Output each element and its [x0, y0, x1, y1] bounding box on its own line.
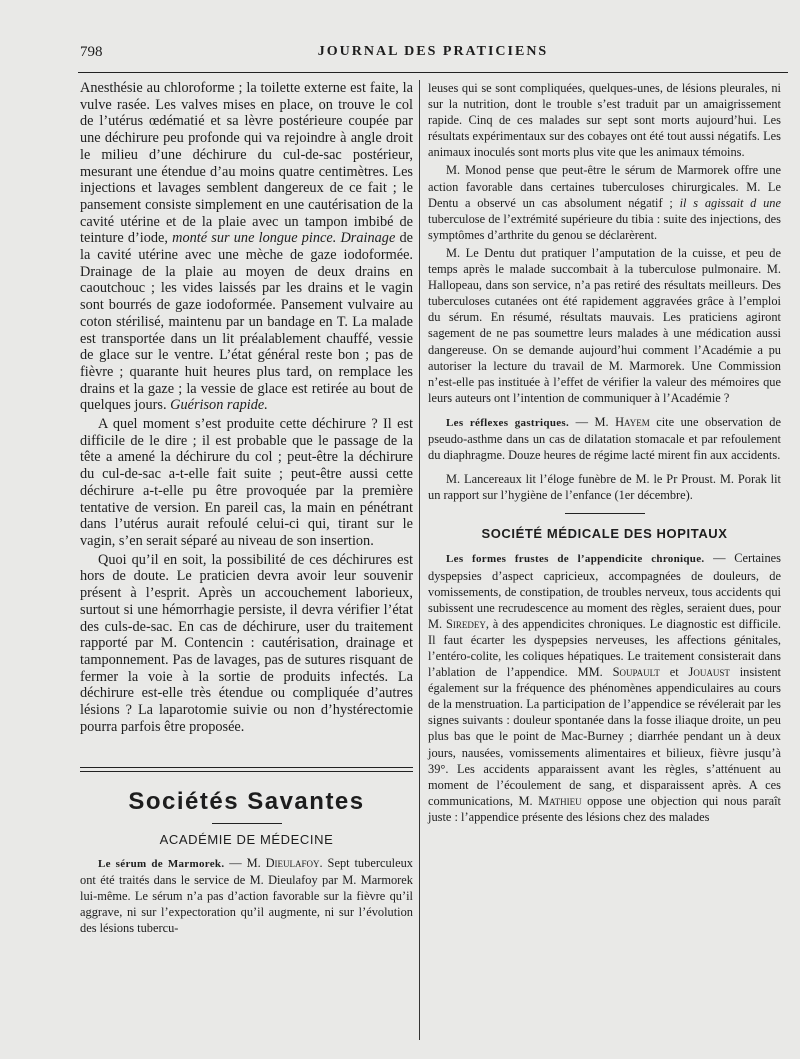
text-run: cite une observation de pseudo-asthme dans un cas de dilatation stomacale et par refoulement du diaphragme. Douze heures de régime lacté mirent fin aux accidents.: [428, 414, 781, 463]
right-paragraph-2: [428, 162, 781, 242]
column-divider: [419, 80, 420, 1040]
italic-run: monté sur une longue pince.: [172, 230, 337, 247]
right-column: [428, 80, 781, 825]
header-rule: [78, 72, 788, 73]
author-name: Hayem: [615, 414, 650, 429]
author-name: Mathieu: [538, 793, 582, 808]
text-run: insistent également sur la fréquence des phénomènes appendiculaires au cours de la menstruation. La participation de l’appendice se révélerait par les signes suivants : douleur spontanée dans la fosse iliaque droite, un peu plus bas que le point de Mac-Burney ; diarrhée pendant un à deux jours, nausées, vomissements alimentaires et bilieux, fièvre jusqu’à 39°. Les accidents apparaissent avant les règles, s’atténuent au moment de l’écoulement de sang, et disparaissent après. A ces communications, M.: [428, 665, 782, 808]
author-name: Soupault: [612, 665, 660, 680]
author-name: Jouaust: [688, 665, 730, 680]
text-run: tuberculose de l’extrémité supérieure du tibia : suite des injections, des symptômes d’arthrite du genou se déclarèrent.: [428, 211, 781, 242]
text-run: — Certaines dyspepsies d’aspect capricieux, accompagnées de douleurs, de vomissements, de constipation, de troubles nerveux, tous accidents qui subissent une recrudescence au moment des règles, seraient dues, pour M.: [428, 551, 781, 631]
italic-run: il s agissait d une: [679, 195, 781, 210]
reflexes-paragraph: [428, 414, 781, 463]
text-run: — M.: [569, 414, 616, 429]
page-header: [80, 44, 786, 68]
text-run: à des appendicites chroniques. Le diagnostic est difficile. Il faut écarter les dyspepsies nerveuses, les affections génitales, l’entéro-colite, les coliques hépatiques. Le traitement consisterait dans l’ablation de l’appendice. MM.: [428, 616, 781, 680]
italic-run: Guérison rapide.: [170, 397, 268, 414]
text-run: de la cavité utérine avec une mèche de gaze iodoformée. Drainage de la plaie au moyen de deux drains en caoutchouc ; les vides laissés par les drains et le vagin sont bourrés de gaze iodoformée. Pansement vulvaire au coton stérilisé, maintenu par un bandage en T. La malade est transportée dans un lit préalablement chauffé, vessie de glace sur le ventre. L’état général reste bon ; pas de fièvre ; quarante huit heures plus tard, on remplace les drains et la gaze ; la vessie de glace est retirée au bout de quelques jours.: [80, 230, 413, 414]
left-paragraph-1: [80, 80, 413, 414]
text-run: oppose une objection qui nous paraît juste : l’appendice présente des lésions chez des malades: [428, 793, 782, 824]
author-name: Siredey,: [445, 616, 489, 631]
section-short-rule: [565, 513, 645, 514]
text-run: Anesthésie au chloroforme ; la toilette externe est faite, la vulve rasée. Les valves mises en place, on trouve le col de l’utérus œdématié et sa lèvre postérieure coupée par une déchirure peu profonde qui va rejoindre à angle droit le milieu d’une déchirure du cul-de-sac postérieur, mesurant une étendue d’au moins quatre centimètres. Les injections et lavages semblent dangereux de ce fait ; le pansement consiste simplement en une cautérisation de la cavité utérine et de la plaie avec un tampon imbibé de teinture d’iode,: [80, 80, 413, 247]
left-paragraph-3: Quoi qu’il en soit, la possibilité de ces déchirures est hors de doute. Le praticien devra avoir leur souvenir présent à l’esprit. Après un accouchement laborieux, surtout si une hémorrhagie persiste, il devra vérifier l’état des culs-de-sac. En cas de déchirure, user du traitement rapporté par M. Contencin : cautérisation, drainage et tamponnement. Pas de lavages, pas de sutures risquant de fermer la voie à la sortie de produits infectés. La déchirure est-elle très étendue ou compliquée d’autres lésions ? La laparotomie suivie ou non d’hystérectomie pourra parfois être proposée.: [80, 551, 413, 735]
section-title: SOCIÉTÉ MÉDICALE DES HOPITAUX: [481, 526, 728, 542]
text-run: — M.: [224, 855, 266, 870]
left-paragraph-2: A quel moment s’est produite cette déchirure ? Il est difficile de le dire ; il est probable que le passage de la tête a amené la déchirure du col ; peut-être la déchirure du cul-de-sac a-t-elle fait suite ; peut-être aussi cette déchirure a-t-elle pu être provoquée par la première tentative de version. En pareil cas, la main en pénétrant dans l’utérus aurait refoulé celui-ci qui, tirant sur le vagin, s’en serait séparé au niveau de son insertion.: [80, 416, 413, 549]
left-column: [80, 80, 413, 936]
section-double-rule: [80, 767, 413, 772]
runin-heading: Le sérum de Marmorek.: [98, 857, 225, 870]
author-name: Dieulafoy.: [265, 855, 323, 870]
right-paragraph-1: leuses qui se sont compliquées, quelques-unes, de lésions pleurales, ni sur la nutrition, dont le trouble s’est traduit par un amaigrissement rapide. Cinq de ces malades sur sept sont morts aujourd’hui. Les résultats expérimentaux sur des cobayes ont été tout aussi négatifs. Les animaux inoculés sont morts plus vite que les animaux témoins.: [428, 81, 781, 160]
journal-title: JOURNAL DES PRATICIENS: [317, 44, 549, 59]
serum-paragraph: [80, 855, 413, 936]
formes-paragraph: [428, 550, 781, 825]
text-run: Sept tuberculeux ont été traités dans le service de M. Dieulafoy par M. Marmorek lui-même. Le sérum n’a pas d’action favorable sur la fièvre qu’il aggrave, ni sur l’expectoration qu’il augmente, ni sur l’évolution des lésions tubercu-: [80, 855, 413, 936]
section-short-rule: [212, 823, 282, 824]
section-title: Sociétés Savantes: [128, 788, 365, 816]
subsection-title: ACADÉMIE DE MÉDECINE: [159, 832, 334, 848]
italic-run: Drainage: [340, 230, 396, 247]
right-paragraph-3: M. Le Dentu dut pratiquer l’amputation de la cuisse, et peu de temps après le malade succombait à la tuberculose pulmonaire. M. Hallopeau, dans son service, n’a pas retiré des résultats meilleurs. Des tuberculoses cutanées ont été rapidement aggravées grâce à l’emploi du sérum. En résumé, résultats mauvais. Les praticiens agiront sagement de ne pas soumettre leurs malades à une médication aussi dangereuse. On se demande aujourd’hui comment l’Académie a pu autoriser la lecture du travail de M. Marmorek. Une Commission n’est-elle pas instituée à l’effet de vérifier la valeur des mémoires que leurs auteurs ont l’intention de communiquer à l’Académie ?: [428, 245, 781, 405]
right-paragraph-5: M. Lancereaux lit l’éloge funèbre de M. le Pr Proust. M. Porak lit un rapport sur l’hygiène de l’enfance (1er décembre).: [428, 472, 781, 503]
runin-heading: Les formes frustes de l’appendicite chronique.: [446, 553, 705, 566]
runin-heading: Les réflexes gastriques.: [446, 416, 570, 429]
text-run: et: [659, 665, 689, 680]
text-run: M. Monod pense que peut-être le sérum de Marmorek offre une action favorable dans certaines tuberculoses chirurgicales. M. Le Dentu a observé un cas absolument négatif ;: [428, 163, 781, 210]
page-number: 798: [80, 44, 103, 60]
